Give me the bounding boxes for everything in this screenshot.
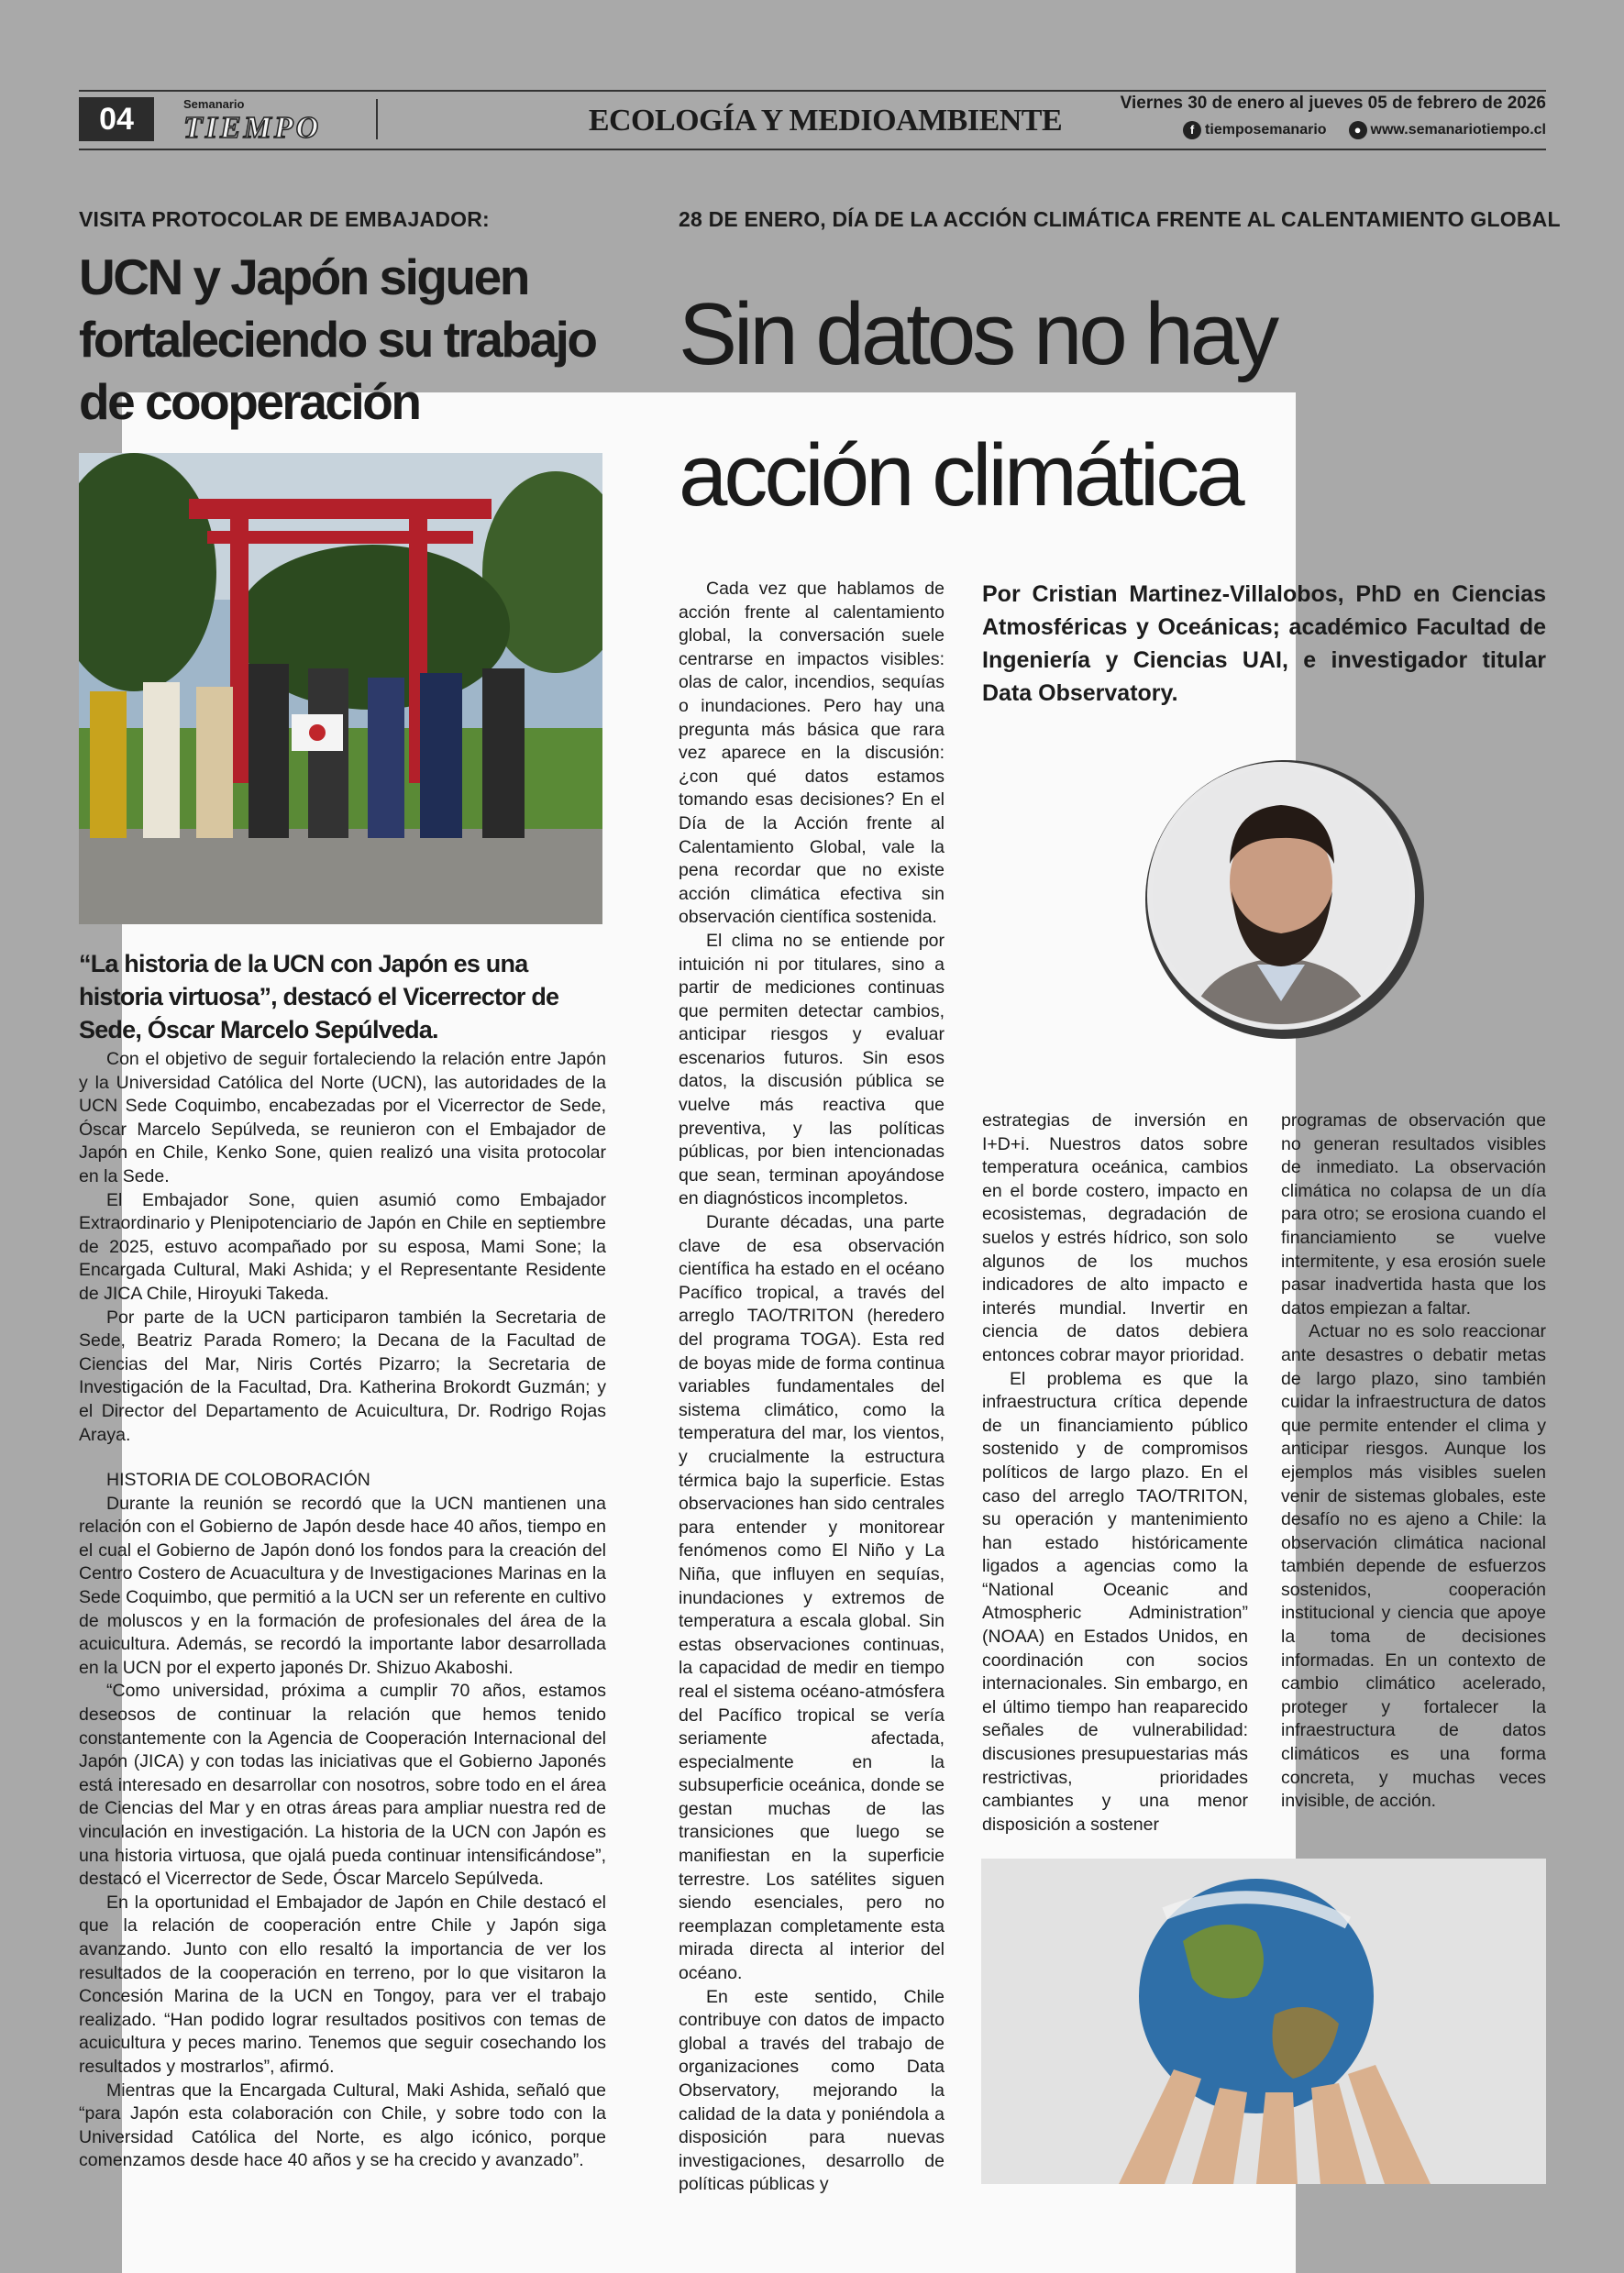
right-paragraph: Cada vez que hablamos de acción frente al calentamiento global, la conversación suele centrarse en impactos visibles: olas de calor, incendios, sequías o inundaciones. Pero hay una pregunta más básica que rara vez aparece en la discusión: ¿con qué datos estamos tomando esas decisiones? En el Día de la Acción frente al Calentamiento Global, vale la pena recordar que no existe acción climática efectiva sin observación científica sostenida. bbox=[679, 579, 945, 928]
website-url: www.semanariotiempo.cl bbox=[1370, 122, 1546, 138]
right-paragraph: El clima no se entiende por intuición ni por titulares, sino a partir de mediciones continuas que permiten detectar cambios, anticipar riesgos y evaluar escenarios futuros. Sin esos datos, la discusión pública se vuelve más reactiva que preventiva, y las políticas públicas, por bien intencionadas que sean, terminan apoyándose en diagnósticos incompletos. bbox=[679, 930, 945, 1209]
facebook-link[interactable] bbox=[1183, 121, 1326, 139]
right-headline: Sin datos no hay acción climática bbox=[679, 285, 1276, 524]
right-col-2 bbox=[982, 1109, 1248, 1837]
masthead-divider bbox=[376, 99, 378, 139]
right-col-3 bbox=[1281, 1109, 1546, 1814]
header-top-rule bbox=[79, 90, 1546, 92]
earth-hands-photo bbox=[981, 1859, 1546, 2184]
issue-date: Viernes 30 de enero al jueves 05 de febrero de 2026 bbox=[1120, 94, 1546, 113]
left-subhead: “La historia de la UCN con Japón es una historia virtuosa”, destacó el Vicerrector de Sede, Óscar Marcelo Sepúlveda. bbox=[79, 950, 559, 1043]
right-paragraph: estrategias de inversión en I+D+i. Nuestros datos sobre temperatura oceánica, cambios en el borde costero, impacto en ecosistemas, degradación de suelos y estrés hídrico, son solo algunos de los muchos indicadores de alto impacto e interés mundial. Invertir en ciencia de datos debiera entonces cobrar mayor prioridad. bbox=[982, 1110, 1248, 1365]
left-paragraph: El Embajador Sone, quien asumió como Embajador Extraordinario y Plenipotenciario de Japón en Chile en septiembre de 2025, estuvo acompañado por su esposa, Mami Sone; la Encargada Cultural, Maki Ashida; y el Representante Residente de JICA Chile, Hiroyuki Takeda. bbox=[79, 1189, 606, 1304]
history-heading: HISTORIA DE COLOBORACIÓN bbox=[106, 1470, 370, 1491]
header-bottom-rule bbox=[79, 149, 1546, 150]
right-col-1 bbox=[679, 578, 945, 2197]
masthead-logo: TIEMPO bbox=[183, 111, 322, 145]
right-paragraph: programas de observación que no generan resultados visibles de inmediato. La observación climática no colapsa de un día para otro; se erosiona cuando el financiamiento se vuelve intermitente, y esa erosión suele pasar inadvertida hasta que los datos empiezan a faltar. bbox=[1281, 1110, 1546, 1319]
left-body bbox=[79, 1048, 606, 2173]
globe-icon: ● bbox=[1349, 121, 1367, 139]
left-paragraph: Por parte de la UCN participaron también la Secretaria de Sede, Beatriz Parada Romero; la Decana de la Facultad de Ciencias del Mar, Niris Cortés Pizarro; la Secretaria de Investigación de la Facultad, Dra. Katherina Brokordt Guzmán; y el Director del Departamento de Acuicultura, Dr. Rodrigo Rojas Araya. bbox=[79, 1307, 606, 1445]
facebook-handle: tiemposemanario bbox=[1205, 122, 1327, 138]
byline: Por Cristian Martinez-Villalobos, PhD en Ciencias Atmosféricas y Oceánicas; académico Facultad de Ingeniería y Ciencias UAI, e investigador titular Data Observatory. bbox=[982, 581, 1546, 706]
left-headline: UCN y Japón siguen fortaleciendo su trabajo de cooperación bbox=[79, 248, 596, 430]
right-paragraph: El problema es que la infraestructura crítica depende de un financiamiento público sostenido y de compromisos políticos de largo plazo. En el caso del arreglo TAO/TRITON, su operación y mantenimiento han estado históricamente ligados a agencias como la “National Oceanic and Atmospheric Administration” (NOAA) en Estados Unidos, en coordinación con socios internacionales. Sin embargo, en el último tiempo han reaparecido señales de vulnerabilidad: discusiones presupuestarias más restrictivas, prioridades cambiantes y una menor disposición a sostener bbox=[982, 1368, 1248, 1835]
right-paragraph: Actuar no es solo reaccionar ante desastres o debatir metas de largo plazo, sino también cuidar la infraestructura de datos que permite entender el clima y anticipar riesgos. Aunque los ejemplos más visibles suelen venir de sistemas globales, este desafío no es ajeno a Chile: la observación climática nacional también depende de esfuerzos sostenidos, cooperación institucional y ciencia que apoye la toma de decisiones informadas. En un contexto de cambio climático acelerado, proteger y fortalecer la infraestructura de datos climáticos es una forma concreta, y muchas veces invisible, de acción. bbox=[1281, 1321, 1546, 1812]
left-paragraph: Mientras que la Encargada Cultural, Maki Ashida, señaló que “para Japón esta colaboración con Chile, y sobre todo con la Universidad Católica del Norte, es algo icónico, porque comenzamos desde hace 40 años y se ha crecido y avanzado”. bbox=[79, 2080, 606, 2171]
left-paragraph: En la oportunidad el Embajador de Japón en Chile destacó el que la relación de cooperación entre Chile y Japón siga avanzando. Junto con ello resaltó la importancia de ver los resultados de la cooperación en terreno, por lo que visitaron la Concesión Marina de la UCN en Tongoy, para ver el trabajo realizado. “Han podido lograr resultados positivos con temas de acuicultura y peces marino. Tenemos que seguir cosechando los resultados y mostrarlos”, afirmó. bbox=[79, 1892, 606, 2077]
left-paragraph: Con el objetivo de seguir fortaleciendo la relación entre Japón y la Universidad Católica del Norte (UCN), las autoridades de la UCN Sede Coquimbo, encabezadas por el Vicerrector de Sede, Óscar Marcelo Sepúlveda, se reunieron con el Embajador de Japón en Chile, Kenko Sone, quien realizó una visita protocolar en la Sede. bbox=[79, 1049, 606, 1186]
left-kicker: VISITA PROTOCOLAR DE EMBAJADOR: bbox=[79, 207, 490, 231]
header-social bbox=[1183, 121, 1546, 139]
left-paragraph: Durante la reunión se recordó que la UCN mantienen una relación con el Gobierno de Japón desde hace 40 años, tiempo en el cual el Gobierno de Japón donó los fondos para la creación del Centro Costero de Acuacultura y de Investigaciones Marinas en la Sede Coquimbo, que permitió a la UCN ser un referente en cultivo de moluscos y en la formación de profesionales del área de la acuicultura. Además, se recordó la importante labor desarrollada en la UCN por el experto japonés Dr. Shizuo Akaboshi. bbox=[79, 1493, 606, 1678]
right-paragraph: En este sentido, Chile contribuye con datos de impacto global a través del trabajo de organizaciones como Data Observatory, mejorando la calidad de la data y poniéndola a disposición para nuevas investigaciones, desarrollo de políticas públicas y bbox=[679, 1986, 945, 2195]
facebook-icon: f bbox=[1183, 121, 1201, 139]
website-link[interactable] bbox=[1349, 121, 1546, 139]
page-number: 04 bbox=[79, 97, 154, 141]
left-paragraph: “Como universidad, próxima a cumplir 70 años, estamos deseosos de continuar la relación que hemos tenido constantemente con la Agencia de Cooperación Internacional del Japón (JICA) y con todas las iniciativas que el Gobierno Japonés está interesado en desarrollar con nosotros, sobre todo en el área de Ciencias del Mar y en otras áreas para ampliar nuestra red de vinculación en investigación. La historia de la UCN con Japón es una historia virtuosa, que ojalá pueda continuar intensificándose”, destacó el Vicerrector de Sede, Óscar Marcelo Sepúlveda. bbox=[79, 1681, 606, 1890]
right-paragraph: Durante décadas, una parte clave de esa observación científica ha estado en el océano Pacífico tropical, a través del arreglo TAO/TRITON (heredero del programa TOGA). Esta red de boyas mide de forma continua variables fundamentales del sistema climático, como la temperatura del mar, los vientos, y crucialmente la estructura térmica bajo la superficie. Estas observaciones han sido centrales para entender y monitorear fenómenos como El Niño y La Niña, que influyen en sequías, inundaciones y extremos de temperatura a escala global. Sin estas observaciones continuas, la capacidad de medir en tiempo real el sistema océano-atmósfera del Pacífico tropical se vería seriamente afectada, especialmente en la subsuperficie oceánica, donde se gestan muchas de las transiciones que luego se manifiestan en la superficie terrestre. Los satélites siguen siendo esenciales, pero no reemplazan completamente esta mirada directa al interior del océano. bbox=[679, 1212, 945, 1984]
right-kicker: 28 DE ENERO, DÍA DE LA ACCIÓN CLIMÁTICA FRENTE AL CALENTAMIENTO GLOBAL bbox=[679, 207, 1561, 231]
ucn-japan-group-photo bbox=[79, 453, 602, 924]
author-portrait bbox=[1129, 754, 1441, 1045]
section-title: ECOLOGÍA Y MEDIOAMBIENTE bbox=[588, 104, 1063, 138]
masthead-small: Semanario bbox=[183, 97, 245, 111]
